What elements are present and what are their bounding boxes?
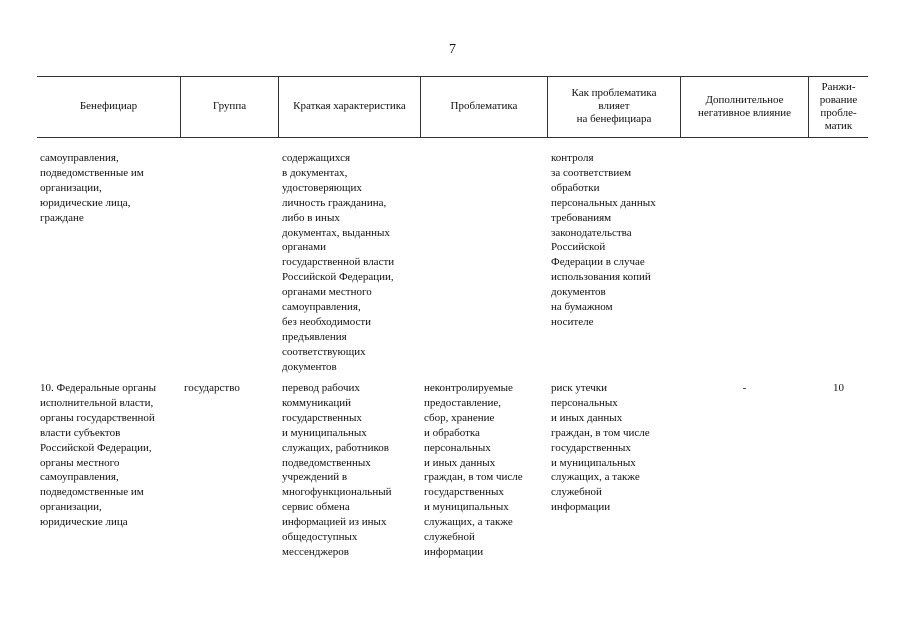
header-characteristic: Краткая характеристика: [293, 100, 406, 112]
header-rank: Ранжи- рование пробле- матик: [819, 80, 858, 132]
header-group: Группа: [212, 100, 247, 112]
header-problem: Проблематика: [450, 100, 518, 112]
cell-characteristic: перевод рабочих коммуникаций государственных и муниципальных служащих, работников подведомственных учреждений в многофункциональный сервис обмена информацией из иных общедоступных мессенджеров: [282, 382, 392, 558]
cell-group: государство: [184, 382, 240, 394]
cell-characteristic: содержащихся в документах, удостоверяющих личность гражданина, либо в иных документах, выданных органами государственной власти Российской Федерации, органами местного самоуправления, без необходимости предъявления соответствующих документов: [282, 152, 395, 373]
cell-impact: контроля за соответствием обработки персональных данных требованиям законодательства Российской Федерации в случае использования копий документов на бумажном носителе: [551, 152, 656, 328]
header-negative-impact: Дополнительное негативное влияние: [697, 93, 792, 119]
header-beneficiary: Бенефициар: [79, 100, 138, 112]
cell-problem: неконтролируемые предоставление, сбор, хранение и обработка персональных и иных данных граждан, в том числе государственных и муниципальных служащих, а также служебной информации: [424, 382, 523, 558]
header-impact: Как проблематика влияет на бенефициара: [571, 87, 657, 125]
table-header-bottom-border: [37, 137, 868, 138]
cell-impact: риск утечки персональных и иных данных граждан, в том числе государственных и муниципальных служащих, а также служебной информации: [551, 382, 650, 514]
cell-beneficiary: 10. Федеральные органы исполнительной власти, органы государственной власти субъектов Российской Федерации, органы местного самоуправления, подведомственные им организации, юридические лица: [40, 382, 156, 529]
cell-negative-impact: -: [742, 382, 747, 394]
cell-rank: 10: [833, 382, 844, 394]
cell-beneficiary: самоуправления, подведомственные им организации, юридические лица, граждане: [40, 152, 144, 224]
page-number: 7: [449, 42, 456, 57]
